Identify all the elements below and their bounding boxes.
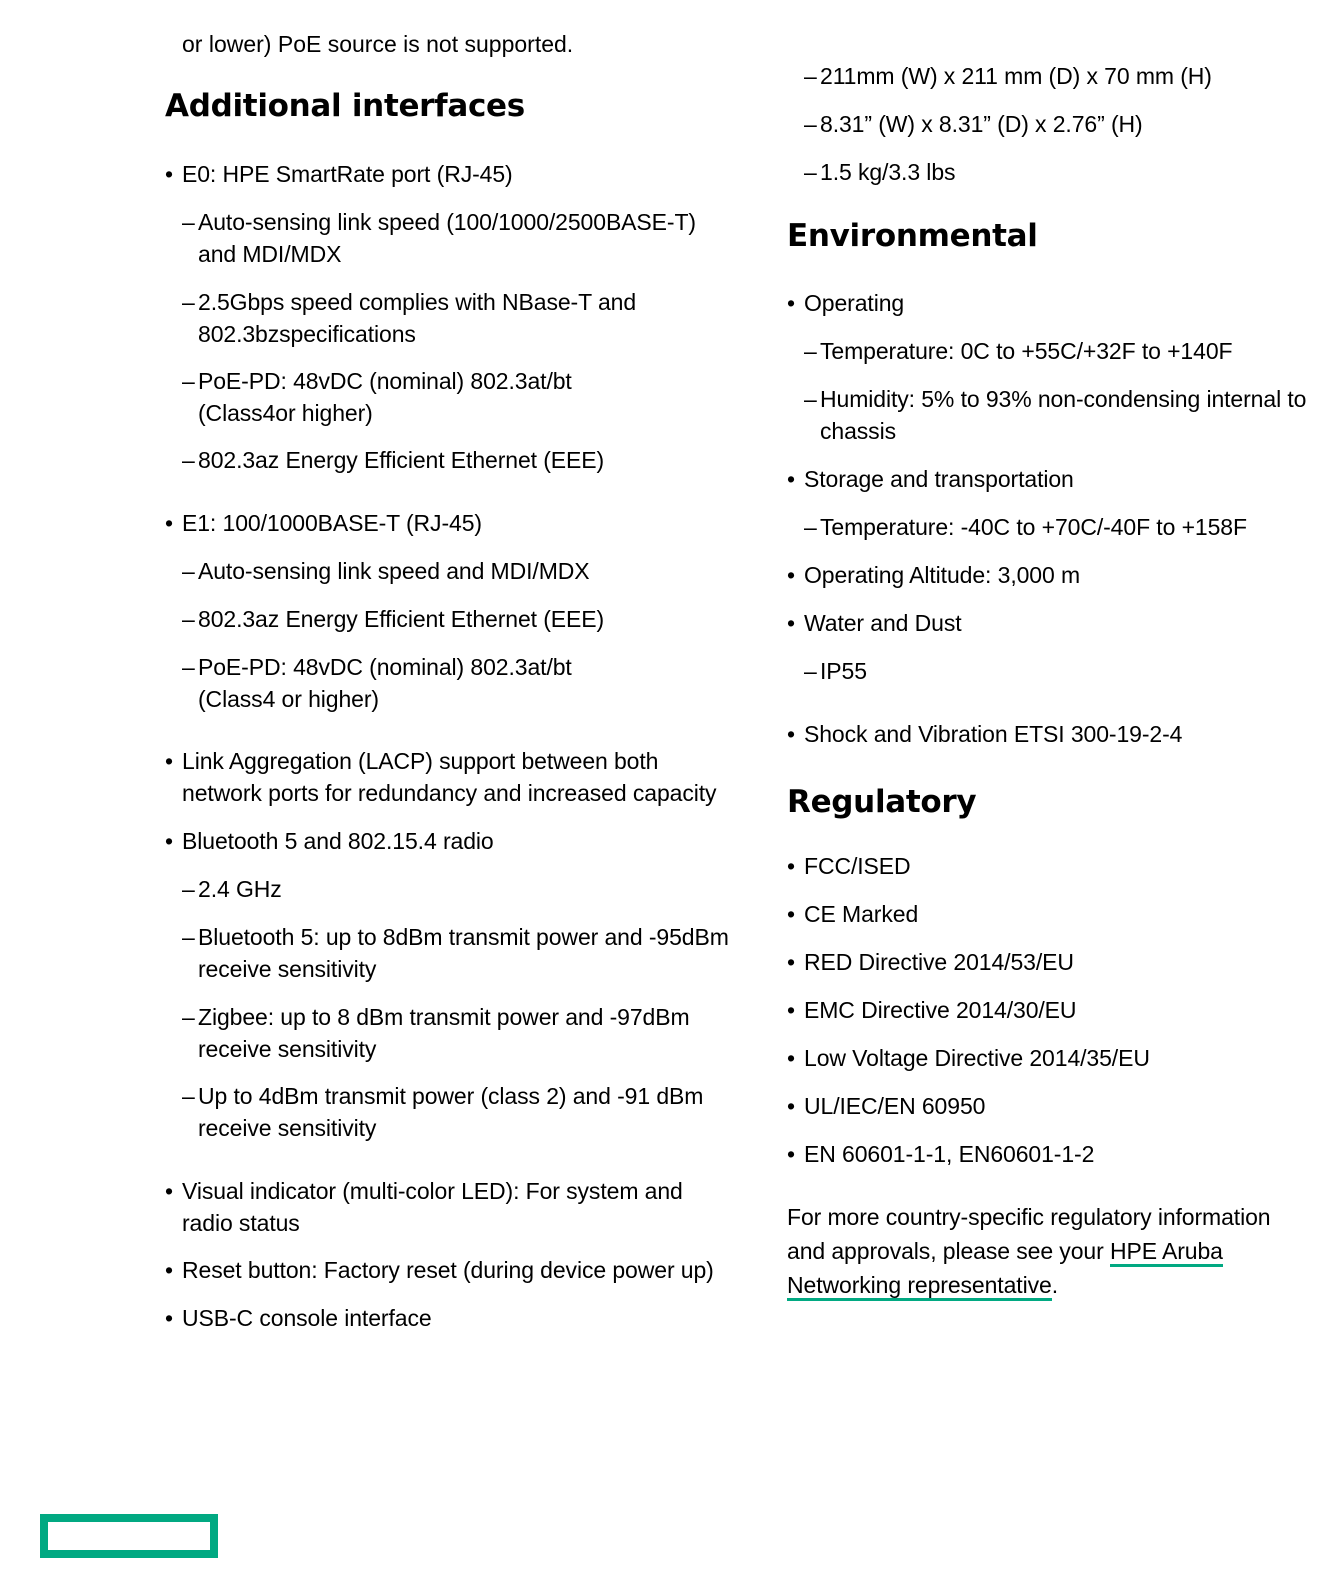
list-item: • E1: 100/1000BASE-T (RJ-45) <box>165 507 752 539</box>
sub-list-item: – IP55 <box>804 655 1300 687</box>
environmental-heading: Environmental <box>787 218 1038 254</box>
list-item: • USB-C console interface <box>165 1302 752 1334</box>
list-item: • RED Directive 2014/53/EU <box>787 946 1304 978</box>
list-item: • E0: HPE SmartRate port (RJ-45) <box>165 158 752 190</box>
sub-list-item: – 802.3az Energy Efficient Ethernet (EEE) <box>182 603 738 635</box>
list-item: • Link Aggregation (LACP) support between both network ports for redundancy and increased capacity <box>165 745 742 809</box>
hpe-logo-icon <box>40 1514 218 1558</box>
sub-list-item: – PoE-PD: 48vDC (nominal) 802.3at/bt (Class4or higher) <box>182 365 598 429</box>
sub-list-item: – Auto-sensing link speed and MDI/MDX <box>182 555 738 587</box>
sub-list-item: – Humidity: 5% to 93% non-condensing internal to chassis <box>804 383 1310 447</box>
list-item: • Shock and Vibration ETSI 300-19-2-4 <box>787 718 1304 750</box>
sub-list-item: – 802.3az Energy Efficient Ethernet (EEE) <box>182 444 738 476</box>
list-item: • FCC/ISED <box>787 850 1304 882</box>
sub-list-item: – 2.4 GHz <box>182 873 738 905</box>
list-item: • Visual indicator (multi-color LED): For system and radio status <box>165 1175 712 1239</box>
sub-list-item: – Auto-sensing link speed (100/1000/2500BASE-T) and MDI/MDX <box>182 206 738 270</box>
sub-list-item: – PoE-PD: 48vDC (nominal) 802.3at/bt (Class4 or higher) <box>182 651 598 715</box>
regulatory-note-text: For more country-specific regulatory information and approvals, please see your <box>787 1204 1271 1264</box>
dimension-item: – 211mm (W) x 211 mm (D) x 70 mm (H) <box>804 60 1300 92</box>
list-item: • Bluetooth 5 and 802.15.4 radio <box>165 825 752 857</box>
sub-list-item: – Temperature: -40C to +70C/-40F to +158F <box>804 511 1310 543</box>
sub-list-item: – Up to 4dBm transmit power (class 2) and -91 dBm receive sensitivity <box>182 1080 738 1144</box>
list-item: • CE Marked <box>787 898 1304 930</box>
dimension-item: – 8.31” (W) x 8.31” (D) x 2.76” (H) <box>804 108 1300 140</box>
list-item: • EN 60601-1-1, EN60601-1-2 <box>787 1138 1304 1170</box>
sub-list-item: – Temperature: 0C to +55C/+32F to +140F <box>804 335 1300 367</box>
cut-off-text: or lower) PoE source is not supported. <box>182 31 574 57</box>
list-item: • Storage and transportation <box>787 463 1304 495</box>
list-item: • EMC Directive 2014/30/EU <box>787 994 1304 1026</box>
regulatory-heading: Regulatory <box>787 784 977 820</box>
weight-item: – 1.5 kg/3.3 lbs <box>804 156 1300 188</box>
regulatory-note <box>787 1200 1302 1302</box>
additional-interfaces-heading: Additional interfaces <box>165 88 525 124</box>
list-item: • Low Voltage Directive 2014/35/EU <box>787 1042 1304 1074</box>
regulatory-note-end: . <box>1051 1272 1058 1298</box>
representative-link[interactable]: HPE Aruba Networking representative <box>787 1238 1223 1301</box>
list-item: • Operating Altitude: 3,000 m <box>787 559 1304 591</box>
list-item: • Reset button: Factory reset (during device power up) <box>165 1254 752 1286</box>
list-item: • Water and Dust <box>787 607 1304 639</box>
sub-list-item: – 2.5Gbps speed complies with NBase-T and 802.3bzspecifications <box>182 286 648 350</box>
list-item: • UL/IEC/EN 60950 <box>787 1090 1304 1122</box>
list-item: • Operating <box>787 287 1304 319</box>
sub-list-item: – Zigbee: up to 8 dBm transmit power and -97dBm receive sensitivity <box>182 1001 738 1065</box>
sub-list-item: – Bluetooth 5: up to 8dBm transmit power and -95dBm receive sensitivity <box>182 921 758 985</box>
